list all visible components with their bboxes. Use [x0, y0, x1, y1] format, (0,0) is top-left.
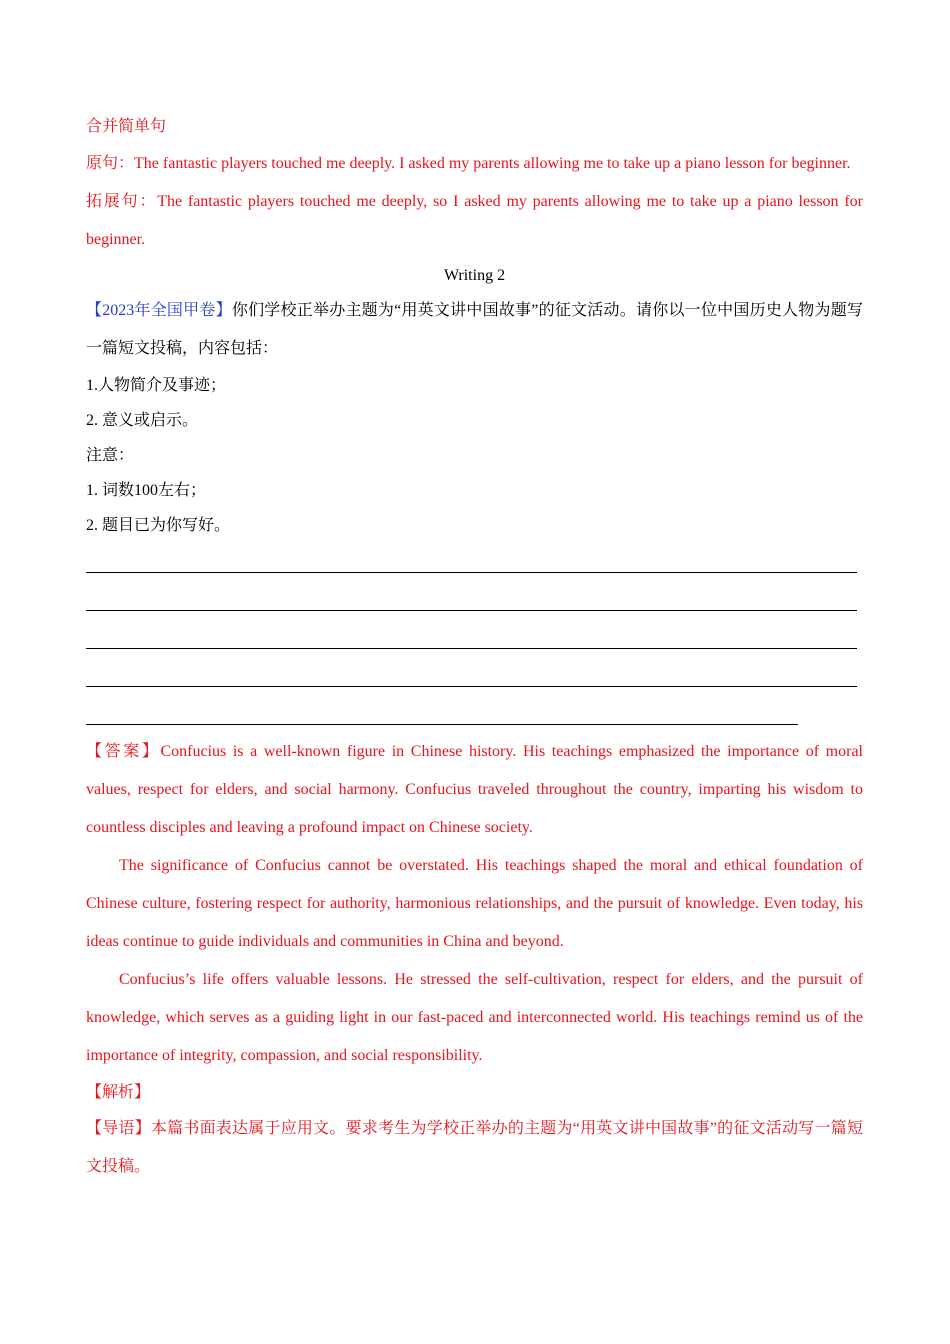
guide-label: 【导语】 — [86, 1120, 151, 1137]
answer-paragraph: 【答案】Confucius is a well-known figure in Chinese history. His teachings emphasized the importance of moral values, respect for elders, and social harmony. Confucius traveled throughout the country, imparting his wisdom to countless disciples and leaving a profound impact on Chinese society. — [86, 743, 863, 836]
prompt-item: 2. 意义或启示。 — [86, 412, 199, 429]
answer-paragraph: The significance of Confucius cannot be overstated. His teachings shaped the moral and ethical foundation of Chinese culture, fostering respect for authority, harmonious relationships, and the pursuit of knowledge. Even today, his ideas continue to guide individuals and communities in China and beyond. — [86, 857, 863, 950]
answer-blank-line[interactable] — [86, 619, 863, 657]
simplify-heading: 合并简单句 — [86, 118, 167, 135]
expanded-sentence — [86, 183, 863, 259]
guide-text: 本篇书面表达属于应用文。要求考生为学校正举办的主题为“用英文讲中国故事”的征文活动写一篇短文投稿。 — [86, 1120, 863, 1175]
expanded-label: 拓展句： — [86, 193, 158, 210]
prompt-item: 1.人物简介及事迹； — [86, 377, 227, 394]
answer-label: 【答案】 — [86, 743, 161, 760]
writing-prompt — [86, 292, 863, 368]
analysis-label: 【解析】 — [86, 1084, 151, 1101]
source-open: 【 — [86, 302, 103, 319]
answer-blank-line[interactable] — [86, 581, 863, 619]
source-close: 】 — [215, 302, 232, 319]
prompt-text: 你们学校正举办主题为“用英文讲中国故事”的征文活动。请你以一位中国历史人物为题写一篇短文投稿，内容包括： — [86, 302, 863, 357]
note-item: 2. 题目已为你写好。 — [86, 517, 231, 534]
document-page — [86, 110, 863, 1186]
original-text: The fantastic players touched me deeply. I asked my parents allowing me to take up a piano lesson for beginner. — [134, 155, 851, 172]
source-text: 2023年全国甲卷 — [102, 302, 216, 319]
guide-paragraph — [86, 1110, 863, 1186]
answer-paragraph: Confucius’s life offers valuable lessons. He stressed the self-cultivation, respect for elders, and the pursuit of knowledge, which serves as a guiding light in our fast-paced and interconnected world. His teachings remind us of the importance of integrity, compassion, and social responsibility. — [86, 971, 863, 1064]
answer-blank-line[interactable] — [86, 657, 863, 695]
original-label: 原句： — [86, 155, 135, 172]
writing-title: Writing 2 — [443, 267, 506, 284]
original-sentence — [86, 145, 863, 183]
note-item: 1. 词数100左右； — [86, 482, 207, 499]
expanded-text: The fantastic players touched me deeply, so I asked my parents allowing me to take up a piano lesson for beginner. — [86, 193, 863, 248]
answer-blank-line[interactable] — [86, 543, 863, 581]
answer-blank-line[interactable] — [86, 695, 863, 733]
notes-label: 注意： — [86, 447, 135, 464]
